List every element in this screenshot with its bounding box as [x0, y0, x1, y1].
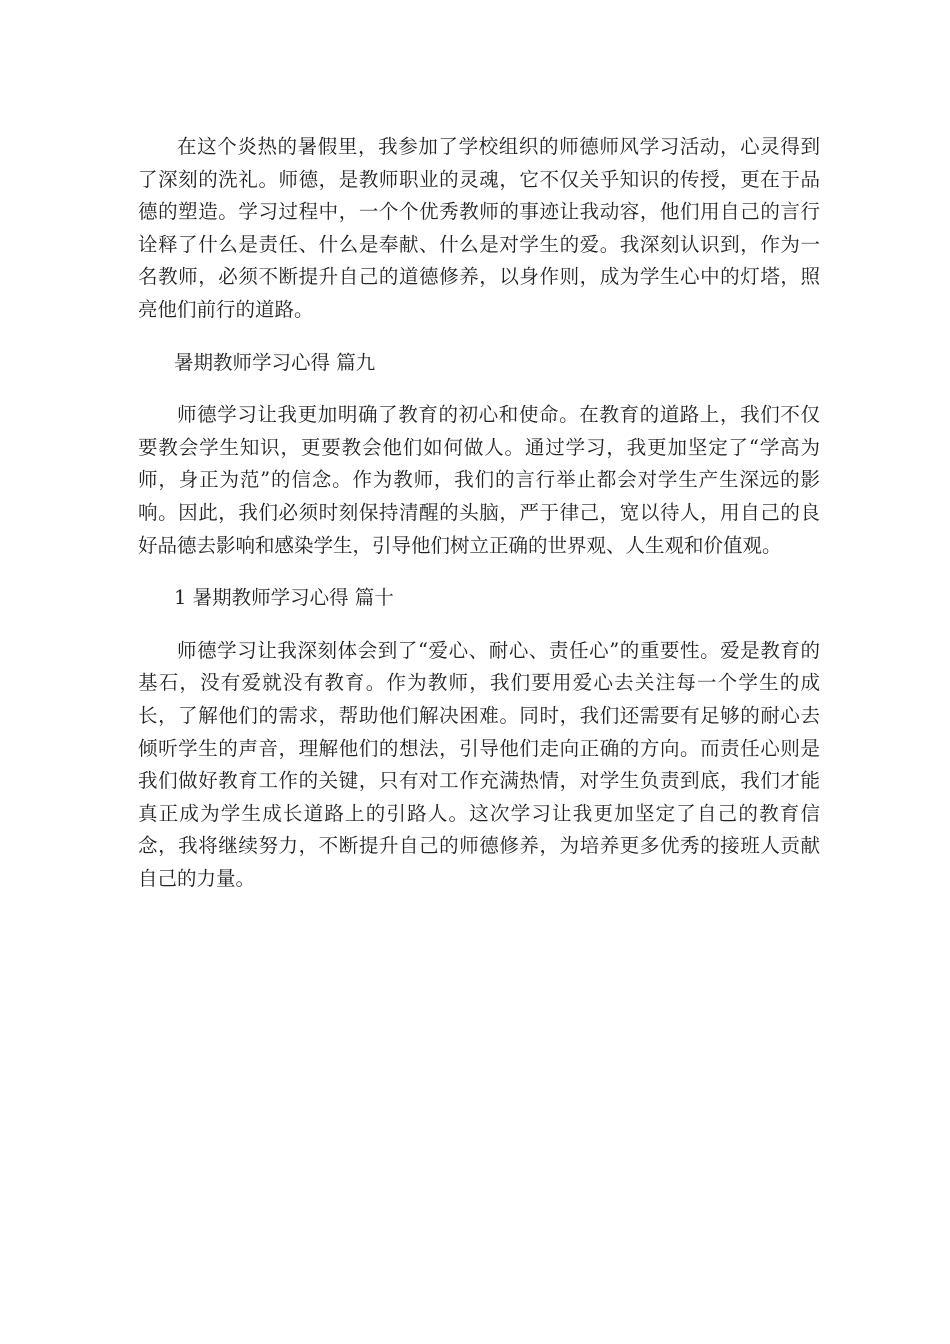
paragraph-1: 在这个炎热的暑假里，我参加了学校组织的师德师风学习活动，心灵得到了深刻的洗礼。师德，是教师职业的灵魂，它不仅关乎知识的传授，更在于品德的塑造。学习过程中，一个个优秀教师的事迹让我动容，他们用自己的言行诠释了什么是责任、什么是奉献、什么是对学生的爱。我深刻认识到，作为一名教师，必须不断提升自己的道德修养，以身作则，成为学生心中的灯塔，照亮他们前行的道路。 — [138, 135, 820, 321]
paragraph-2: 师德学习让我更加明确了教育的初心和使命。在教育的道路上，我们不仅要教会学生知识，更要教会他们如何做人。通过学习，我更加坚定了“学高为师，身正为范”的信念。作为教师，我们的言行举止都会对学生产生深远的影响。因此，我们必须时刻保持清醒的头脑，严于律己，宽以待人，用自己的良好品德去影响和感染学生，引导他们树立正确的世界观、人生观和价值观。 — [138, 403, 820, 557]
section-heading-9: 暑期教师学习心得 篇九 — [174, 350, 376, 374]
document-body — [138, 131, 820, 895]
section-heading-10: 1 暑期教师学习心得 篇十 — [174, 586, 394, 610]
paragraph-3: 师德学习让我深刻体会到了“爱心、耐心、责任心”的重要性。爱是教育的基石，没有爱就没有教育。作为教师，我们要用爱心去关注每一个学生的成长，了解他们的需求，帮助他们解决困难。同时，我们还需要有足够的耐心去倾听学生的声音，理解他们的想法，引导他们走向正确的方向。而责任心则是我们做好教育工作的关键，只有对工作充满热情，对学生负责到底，我们才能真正成为学生成长道路上的引路人。这次学习让我更加坚定了自己的教育信念，我将继续努力，不断提升自己的师德修养，为培养更多优秀的接班人贡献自己的力量。 — [138, 638, 820, 890]
